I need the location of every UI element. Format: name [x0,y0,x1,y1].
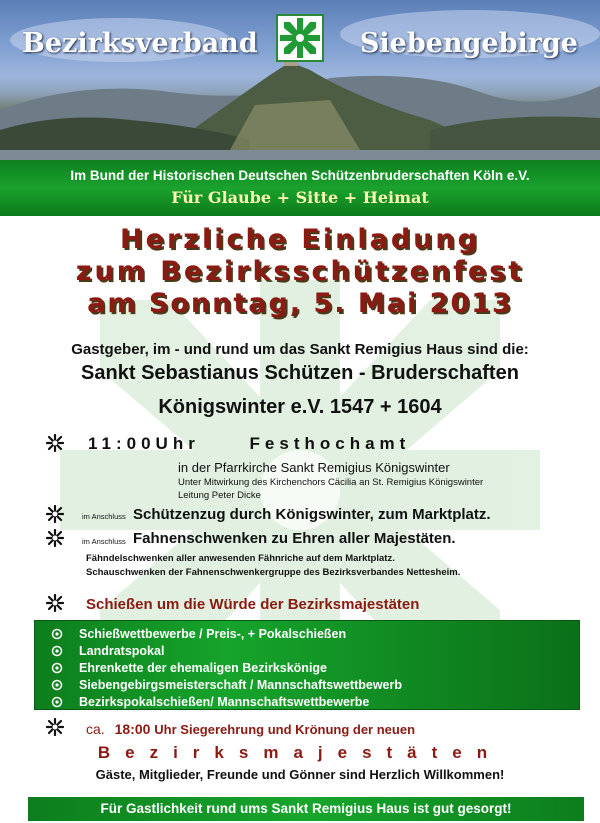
ceremony-time: 18:00 [114,721,151,737]
flower-bullet-icon [51,662,63,674]
flag-note-1: Fähndelschwenken aller anwesenden Fähnriche auf dem Marktplatz. [86,553,395,564]
list-item-label: Ehrenkette der ehemaligen Bezirkskönige [79,661,328,675]
asterisk-bullet-icon [46,594,64,612]
flower-bullet-icon [51,628,63,640]
banner-title-left: Bezirksverband [22,28,258,59]
flag: Fahnenschwenken zu Ehren aller Majestäten. [133,530,456,547]
flower-bullet-icon [51,645,63,657]
welcome-line: Gäste, Mitglieder, Freunde und Gönner sind Herzlich Willkommen! [95,767,505,782]
list-item [79,644,164,658]
ceremony-line [86,721,415,737]
list-item [79,661,327,675]
host-intro: Gastgeber, im - und rund um das Sankt Remigius Haus sind die: [71,341,529,358]
host-place: Königswinter e.V. 1547 + 1604 [158,396,442,418]
ceremony-text: Uhr Siegerehrung und Krönung der neuen [154,722,416,737]
host-name: Sankt Sebastianus Schützen - Bruderschaften [81,362,519,384]
flower-bullet-icon [51,696,63,708]
headline-line-1: Herzliche Einladung [120,224,480,255]
asterisk-bullet-icon [46,505,64,523]
shooting-list [34,620,580,710]
list-item [79,678,402,692]
flower-bullet-icon [51,679,63,691]
ceremony-prefix: ca. [86,721,105,737]
shooting-title: Schießen um die Würde der Bezirksmajestäten [86,596,420,613]
flag-prefix: im Anschluss [82,537,126,546]
mass-location: in der Pfarrkirche Sankt Remigius Königswinter [178,460,450,475]
cross-emblem-icon [276,14,324,62]
parade-prefix: im Anschluss [82,512,126,521]
mass-note-2: Leitung Peter Dicke [178,490,261,501]
list-item [79,695,369,709]
motto: Für Glaube + Sitte + Heimat [171,188,429,207]
mass-time: 11:00Uhr Festhochamt [88,434,411,453]
headline-line-2: zum Bezirksschützenfest [75,256,525,287]
list-item-label: Siebengebirgsmeisterschaft / Mannschaftswettbewerb [79,678,403,692]
header-banner [0,0,600,160]
banner-title-right: Siebengebirge [359,28,578,59]
list-item-label: Landratspokal [79,644,165,658]
list-item [79,627,346,641]
list-item-label: Schießwettbewerbe / Preis-, + Pokalschießen [79,627,347,641]
federation-bar [0,160,600,216]
asterisk-bullet-icon [46,718,64,736]
mass-note-1: Unter Mitwirkung des Kirchenchors Cäcilia an St. Remigius Königswinter [178,477,484,488]
headline-line-3: am Sonntag, 5. Mai 2013 [87,288,513,319]
asterisk-bullet-icon [46,434,64,452]
list-item-label: Bezirkspokalschießen/ Mannschaftswettbewerbe [79,695,370,709]
asterisk-bullet-icon [46,529,64,547]
parade: Schützenzug durch Königswinter, zum Marktplatz. [133,506,491,523]
federation-line: Im Bund der Historischen Deutschen Schützenbruderschaften Köln e.V. [70,168,530,183]
majesties-heading: Bezirksmajestäten [97,743,503,762]
footer-banner: Für Gastlichkeit rund ums Sankt Remigius Haus ist gut gesorgt! [28,797,584,821]
flag-note-2: Schauschwenken der Fahnenschwenkergruppe des Bezirksverbandes Nettesheim. [86,567,461,578]
